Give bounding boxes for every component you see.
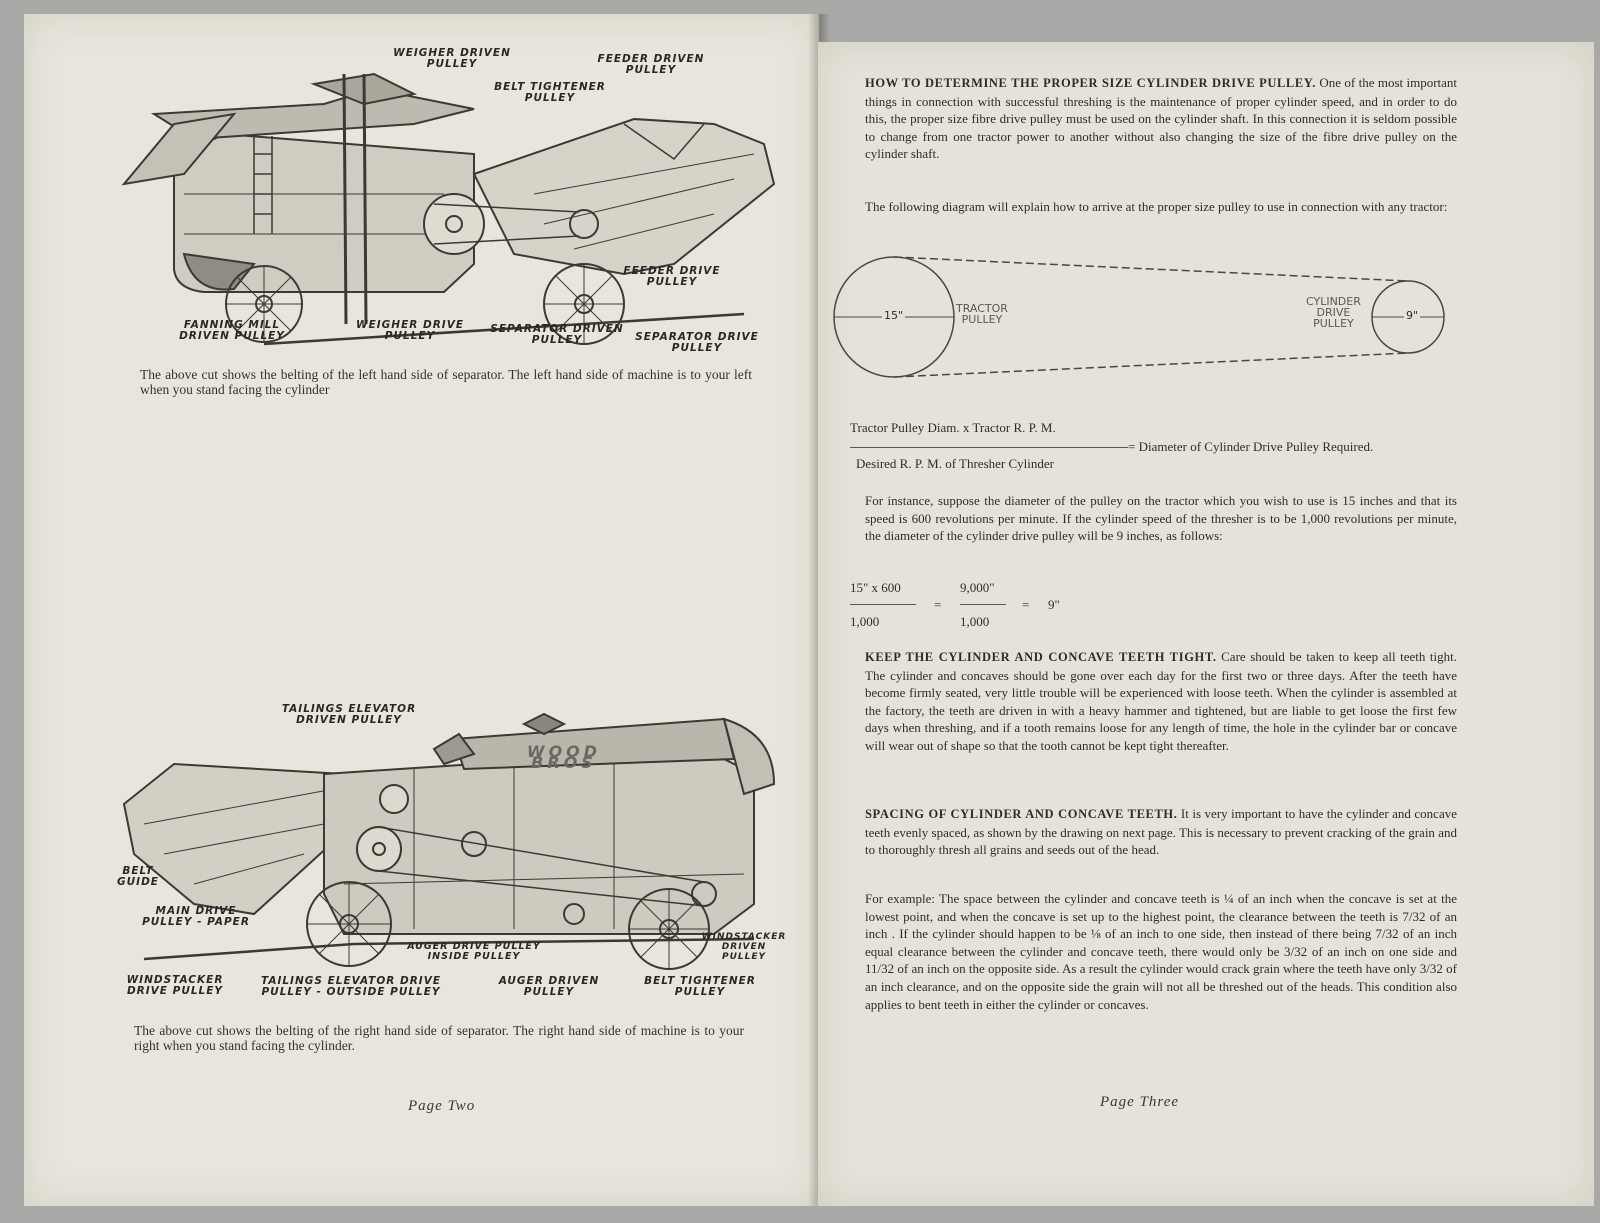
calc-equals-2: = — [1022, 597, 1030, 612]
label-belt-tightener-pulley: BELT TIGHTENER PULLEY — [494, 81, 606, 104]
cylinder-pulley-dimension: 9" — [1406, 309, 1419, 322]
tractor-pulley-dimension: 15" — [884, 309, 904, 322]
label-auger-drive-pulley: AUGER DRIVE PULLEY INSIDE PULLEY — [407, 941, 541, 962]
label-auger-driven-pulley: AUGER DRIVEN PULLEY — [498, 975, 600, 998]
pulley-belt-diagram — [826, 247, 1456, 397]
example-text: For instance, suppose the diameter of the pulley on the tractor which you wish to use is 15 inches and that its speed is 600 revolutions per minute. If the cylinder speed of the thresher is to be 1,000 revolutions per minute, the diameter of the cylinder drive pulley will be 9 inches, as follows: — [865, 493, 1457, 544]
body-cylinder-drive-pulley: One of the most important things in connection with successful threshing is the maintenance of proper cylinder speed, and in order to do this, the proper size fibre drive pulley must be used on the cylinder shaft. In this connection it is seldom possible to change from one tractor power to another without also changing the size of the fibre drive pulley on the cylinder shaft. — [865, 75, 1458, 162]
formula-fraction-bar — [850, 447, 1128, 448]
right-page — [818, 42, 1594, 1206]
label-separator-driven-pulley: SEPARATOR DRIVEN PULLEY — [490, 323, 624, 346]
label-windstacker-driven-pulley: WINDSTACKER DRIVEN PULLEY — [701, 932, 787, 962]
heading-spacing-teeth: SPACING OF CYLINDER AND CONCAVE TEETH. — [865, 807, 1178, 821]
formula-result: = Diameter of Cylinder Drive Pulley Required. — [1128, 439, 1374, 454]
page-number-left: Page Two — [408, 1098, 476, 1114]
tractor-pulley-label: TRACTOR PULLEY — [956, 302, 1008, 326]
calc-numerator-2: 9,000" — [960, 580, 995, 595]
formula-numerator: Tractor Pulley Diam. x Tractor R. P. M. — [850, 420, 1056, 435]
heading-cylinder-drive-pulley: HOW TO DETERMINE THE PROPER SIZE CYLINDER DRIVE PULLEY. — [865, 76, 1316, 90]
label-fanning-mill-driven-pulley: FANNING MILL DRIVEN PULLEY — [179, 319, 285, 342]
cylinder-drive-pulley-label: CYLINDER DRIVE PULLEY — [1306, 295, 1361, 330]
label-weigher-drive-pulley: WEIGHER DRIVE PULLEY — [356, 319, 464, 342]
label-separator-drive-pulley: SEPARATOR DRIVE PULLEY — [635, 331, 759, 354]
left-page — [24, 14, 819, 1206]
heading-keep-teeth-tight: KEEP THE CYLINDER AND CONCAVE TEETH TIGHT. — [865, 650, 1217, 664]
top-figure-caption: The above cut shows the belting of the left hand side of separator. The left hand side of machine is to your left when you stand facing the cylinder — [140, 367, 752, 397]
calc-numerator-1: 15" x 600 — [850, 580, 901, 595]
example-clearance: For example: The space between the cylinder and concave teeth is ¼ of an inch when the concave is set at the lowest point, and when the concave is set up to the highest point, the clearance between the teeth is 7/32 of an inch . If the cylinder should happen to be ⅛ of an inch to one side, then instead of there being 7/32 of an inch equal clearance between the cylinder and concave teeth, there would only be 3/32 of an inch on one side and 11/32 of an inch on the opposite side. As a result the cylinder would crack grain where the teeth have only 3/32 of an inch clearance, and on the opposite side the grain will not all be threshed out of the heads. This condition also applies to bent teeth in either the cylinder or concaves. — [865, 891, 1457, 1012]
calc-result: 9" — [1048, 597, 1060, 612]
diagram-intro: The following diagram will explain how to arrive at the proper size pulley to use in connection with any tractor: — [865, 199, 1448, 214]
label-belt-tightener-pulley-bottom: BELT TIGHTENER PULLEY — [644, 975, 756, 998]
label-tailings-elevator-drive-pulley: TAILINGS ELEVATOR DRIVE PULLEY - OUTSIDE PULLEY — [260, 975, 441, 998]
label-tailings-elevator-driven-pulley: TAILINGS ELEVATOR DRIVEN PULLEY — [281, 703, 417, 726]
calc-denominator-1: 1,000 — [850, 614, 880, 629]
body-keep-teeth-tight: Care should be taken to keep all teeth tight. The cylinder and concaves should be gone over each day for the first two or three days. After the teeth have become firmly seated, very little trouble will be experienced with loose teeth. When the cylinder is assembled at the factory, the teeth are driven in with a heavy hammer and tightened, but are liable to get loose the first few days when threshing, and if a tooth remains loose for any length of time, the hole in the cylinder bar or concave will wear out of shape so that the tooth cannot be kept tight thereafter. — [865, 649, 1458, 753]
section-cylinder-drive-pulley — [865, 74, 1457, 163]
label-main-drive-pulley: MAIN DRIVE PULLEY - PAPER — [142, 905, 250, 928]
formula-denominator: Desired R. P. M. of Thresher Cylinder — [856, 456, 1054, 471]
section-keep-teeth-tight — [865, 648, 1457, 755]
machine-lettering-wood-bros: WOOD BROS — [526, 742, 602, 772]
calc-denominator-2: 1,000 — [960, 614, 990, 629]
body-spacing-teeth: It is very important to have the cylinder and concave teeth evenly spaced, as shown by the drawing on next page. This is necessary to prevent cracking of the grain and to thoroughly thresh all grains and seeds out of the head. — [865, 806, 1457, 858]
label-windstacker-drive-pulley: WINDSTACKER DRIVE PULLEY — [126, 974, 224, 997]
bottom-figure-caption: The above cut shows the belting of the right hand side of separator. The right hand side of machine is to your right when you stand facing the cylinder. — [134, 1023, 744, 1053]
calc-bar-2 — [960, 604, 1006, 605]
label-belt-guide: BELT GUIDE — [117, 865, 159, 888]
section-spacing-teeth — [865, 805, 1457, 859]
page-number-right: Page Three — [1100, 1094, 1180, 1110]
calc-equals-1: = — [934, 597, 942, 612]
label-weigher-driven-pulley: WEIGHER DRIVEN PULLEY — [393, 47, 511, 70]
label-feeder-driven-pulley: FEEDER DRIVEN PULLEY — [597, 53, 705, 76]
calc-bar-1 — [850, 604, 916, 605]
label-feeder-drive-pulley: FEEDER DRIVE PULLEY — [623, 265, 721, 288]
